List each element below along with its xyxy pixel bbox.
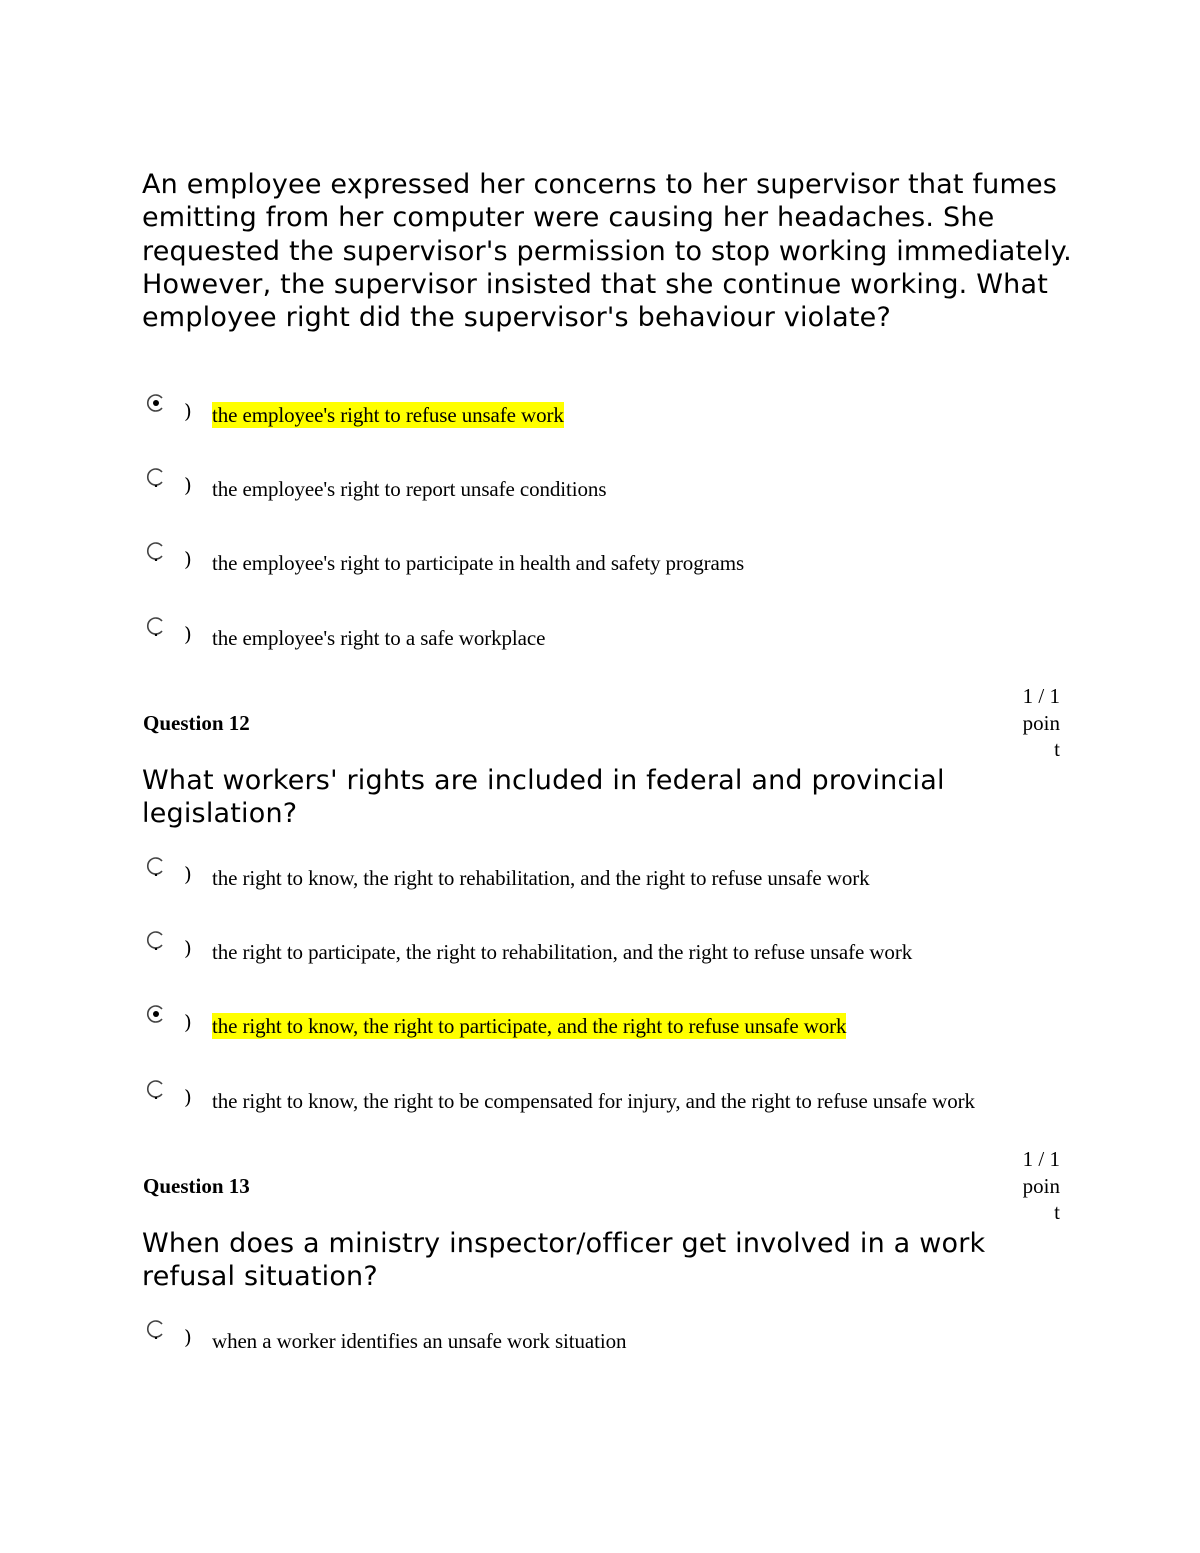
option-paren: ) — [184, 547, 192, 571]
q12-option-2[interactable] — [146, 930, 1106, 970]
q11-option-1[interactable] — [146, 393, 1106, 433]
option-label: the employee's right to report unsafe conditions — [212, 477, 607, 501]
option-label: the employee's right to refuse unsafe work — [212, 403, 564, 427]
q11-option-3[interactable] — [146, 541, 1106, 581]
q12-option-1[interactable] — [146, 856, 1106, 896]
q13-option-1[interactable] — [146, 1319, 1106, 1359]
option-paren: ) — [184, 862, 192, 886]
radio-unselected-icon[interactable] — [146, 541, 166, 561]
option-label: the right to know, the right to be compensated for injury, and the right to refuse unsafe work — [212, 1089, 975, 1113]
points-unit: poin — [1022, 710, 1060, 735]
points-unit-tail: t — [1054, 1200, 1060, 1224]
question-12-points — [1012, 683, 1060, 763]
option-label: when a worker identifies an unsafe work situation — [212, 1329, 627, 1353]
radio-unselected-icon[interactable] — [146, 930, 166, 950]
q12-option-3[interactable] — [146, 1004, 1106, 1044]
question-12-text: What workers' rights are included in federal and provincial legislation? — [142, 765, 945, 830]
question-11-text: An employee expressed her concerns to her supervisor that fumes emitting from her computer were causing her headaches. She requested the supervisor's permission to stop working immediately. However, the supervisor insisted that she continue working. What employee right did the supervisor's behaviour violate? — [142, 169, 1072, 334]
radio-unselected-icon[interactable] — [146, 467, 166, 487]
points-score: 1 / 1 — [1022, 684, 1060, 708]
question-13-text: When does a ministry inspector/officer get involved in a work refusal situation? — [142, 1228, 986, 1293]
question-12-heading: Question 12 — [143, 711, 250, 735]
radio-unselected-icon[interactable] — [146, 1079, 166, 1099]
option-paren: ) — [184, 1325, 192, 1349]
option-label: the employee's right to a safe workplace — [212, 626, 546, 650]
points-unit: poin — [1022, 1173, 1060, 1198]
option-label: the employee's right to participate in health and safety programs — [212, 551, 745, 575]
question-13-heading: Question 13 — [143, 1174, 250, 1198]
option-paren: ) — [184, 622, 192, 646]
radio-unselected-icon[interactable] — [146, 616, 166, 636]
question-13-points — [1012, 1146, 1060, 1226]
option-paren: ) — [184, 936, 192, 960]
option-label: the right to participate, the right to rehabilitation, and the right to refuse unsafe work — [212, 940, 913, 964]
option-paren: ) — [184, 473, 192, 497]
q11-option-4[interactable] — [146, 616, 1106, 656]
q11-option-2[interactable] — [146, 467, 1106, 507]
points-score: 1 / 1 — [1022, 1147, 1060, 1171]
radio-selected-icon[interactable] — [146, 1004, 166, 1024]
option-label: the right to know, the right to rehabilitation, and the right to refuse unsafe work — [212, 866, 870, 890]
radio-unselected-icon[interactable] — [146, 1319, 166, 1339]
option-paren: ) — [184, 1010, 192, 1034]
radio-selected-icon[interactable] — [146, 393, 166, 413]
option-paren: ) — [184, 399, 192, 423]
radio-unselected-icon[interactable] — [146, 856, 166, 876]
points-unit-tail: t — [1054, 737, 1060, 761]
option-paren: ) — [184, 1085, 192, 1109]
option-label: the right to know, the right to participate, and the right to refuse unsafe work — [212, 1014, 847, 1038]
q12-option-4[interactable] — [146, 1079, 1106, 1119]
